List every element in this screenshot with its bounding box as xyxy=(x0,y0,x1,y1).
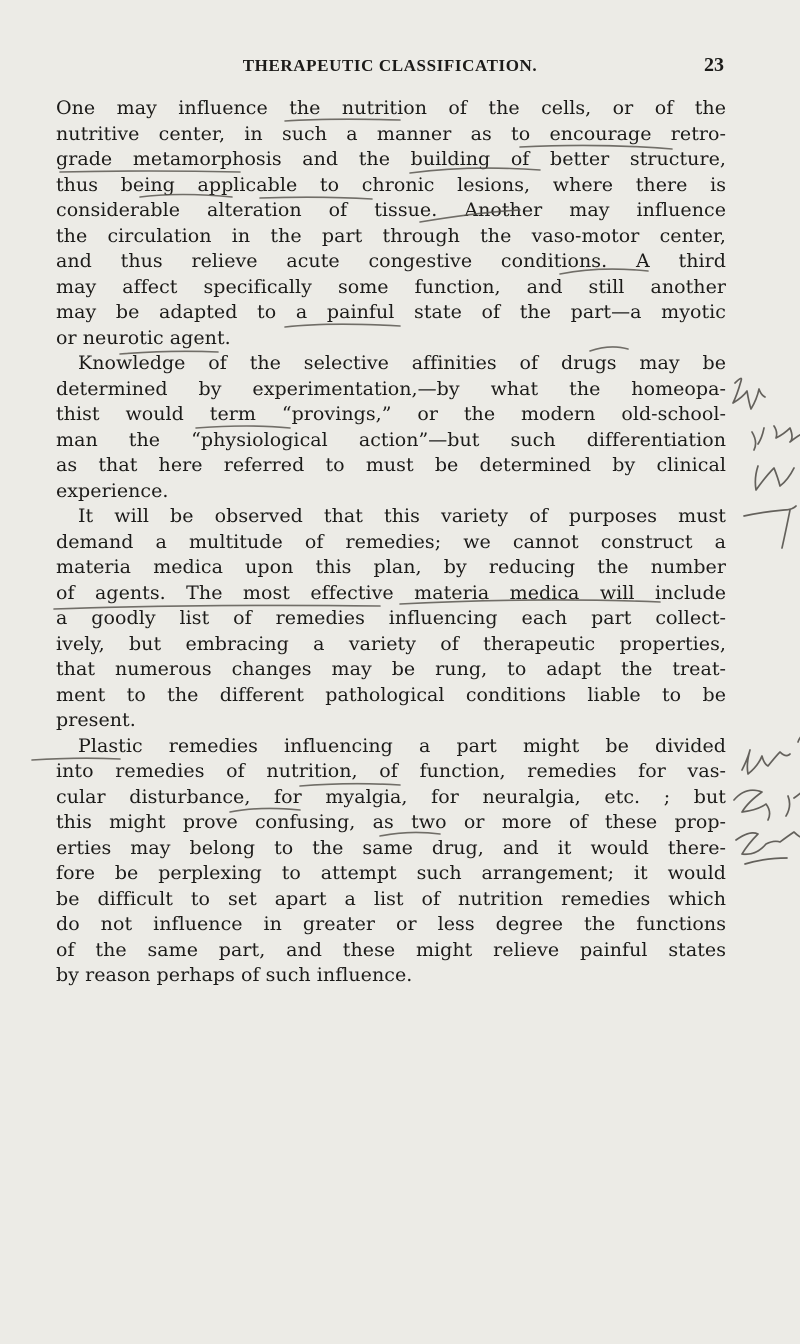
text-line: be difficult to set apart a list of nutrition remedies which xyxy=(56,887,726,910)
text-line: or neurotic agent. xyxy=(56,326,231,349)
text-line: do not influence in greater or less degree the functions xyxy=(56,913,726,935)
text-line: and thus relieve acute congestive conditions. A third xyxy=(56,250,726,272)
text-line: erties may belong to the same drug, and it would there- xyxy=(56,836,726,859)
text-line: of agents. The most effective materia medica will include xyxy=(56,581,726,604)
body-text xyxy=(56,96,726,989)
text-line: materia medica upon this plan, by reducing the number xyxy=(56,556,726,578)
running-title: THERAPEUTIC CLASSIFICATION. xyxy=(242,56,538,75)
text-line: man the “physiological action”—but such differentiation xyxy=(56,428,726,451)
text-line: One may influence the nutrition of the cells, or of the xyxy=(56,97,726,119)
text-line: Plastic remedies influencing a part might be divided xyxy=(78,734,726,757)
text-line: demand a multitude of remedies; we cannot construct a xyxy=(56,530,726,553)
margin-scribbles xyxy=(733,378,800,864)
text-line: this might prove confusing, as two or more of these prop- xyxy=(56,811,726,833)
text-line: by reason perhaps of such influence. xyxy=(56,964,413,986)
text-line: as that here referred to must be determined by clinical xyxy=(56,454,726,476)
text-line: may affect specifically some function, and still another xyxy=(56,275,726,298)
text-line: determined by experimentation,—by what the homeopa- xyxy=(56,377,726,400)
text-line: present. xyxy=(56,709,136,731)
text-line: considerable alteration of tissue. Another may influence xyxy=(56,199,726,221)
text-line: grade metamorphosis and the building of better structure, xyxy=(56,148,726,170)
text-line: the circulation in the part through the vaso-motor center, xyxy=(56,224,726,247)
text-line: thist would term “provings,” or the modern old-school- xyxy=(56,403,726,425)
running-head xyxy=(56,56,724,82)
text-line: that numerous changes may be rung, to adapt the treat- xyxy=(56,658,726,680)
text-line: may be adapted to a painful state of the part—a myotic xyxy=(56,301,726,323)
text-line: thus being applicable to chronic lesions, where there is xyxy=(56,173,726,196)
text-line: fore be perplexing to attempt such arrangement; it would xyxy=(56,862,726,884)
text-line: Knowledge of the selective affinities of drugs may be xyxy=(78,352,726,374)
page-number: 23 xyxy=(704,54,724,76)
text-line: of the same part, and these might relieve painful states xyxy=(56,938,726,961)
text-line: experience. xyxy=(56,479,169,502)
text-line: ment to the different pathological conditions liable to be xyxy=(56,683,726,706)
text-line: ively, but embracing a variety of therapeutic properties, xyxy=(56,632,726,655)
text-line: nutritive center, in such a manner as to encourage retro- xyxy=(56,122,726,145)
text-line: It will be observed that this variety of purposes must xyxy=(78,505,726,527)
text-line: cular disturbance, for myalgia, for neuralgia, etc. ; but xyxy=(56,785,726,808)
text-line: into remedies of nutrition, of function, remedies for vas- xyxy=(56,760,726,782)
text-line: a goodly list of remedies influencing each part collect- xyxy=(56,607,726,629)
